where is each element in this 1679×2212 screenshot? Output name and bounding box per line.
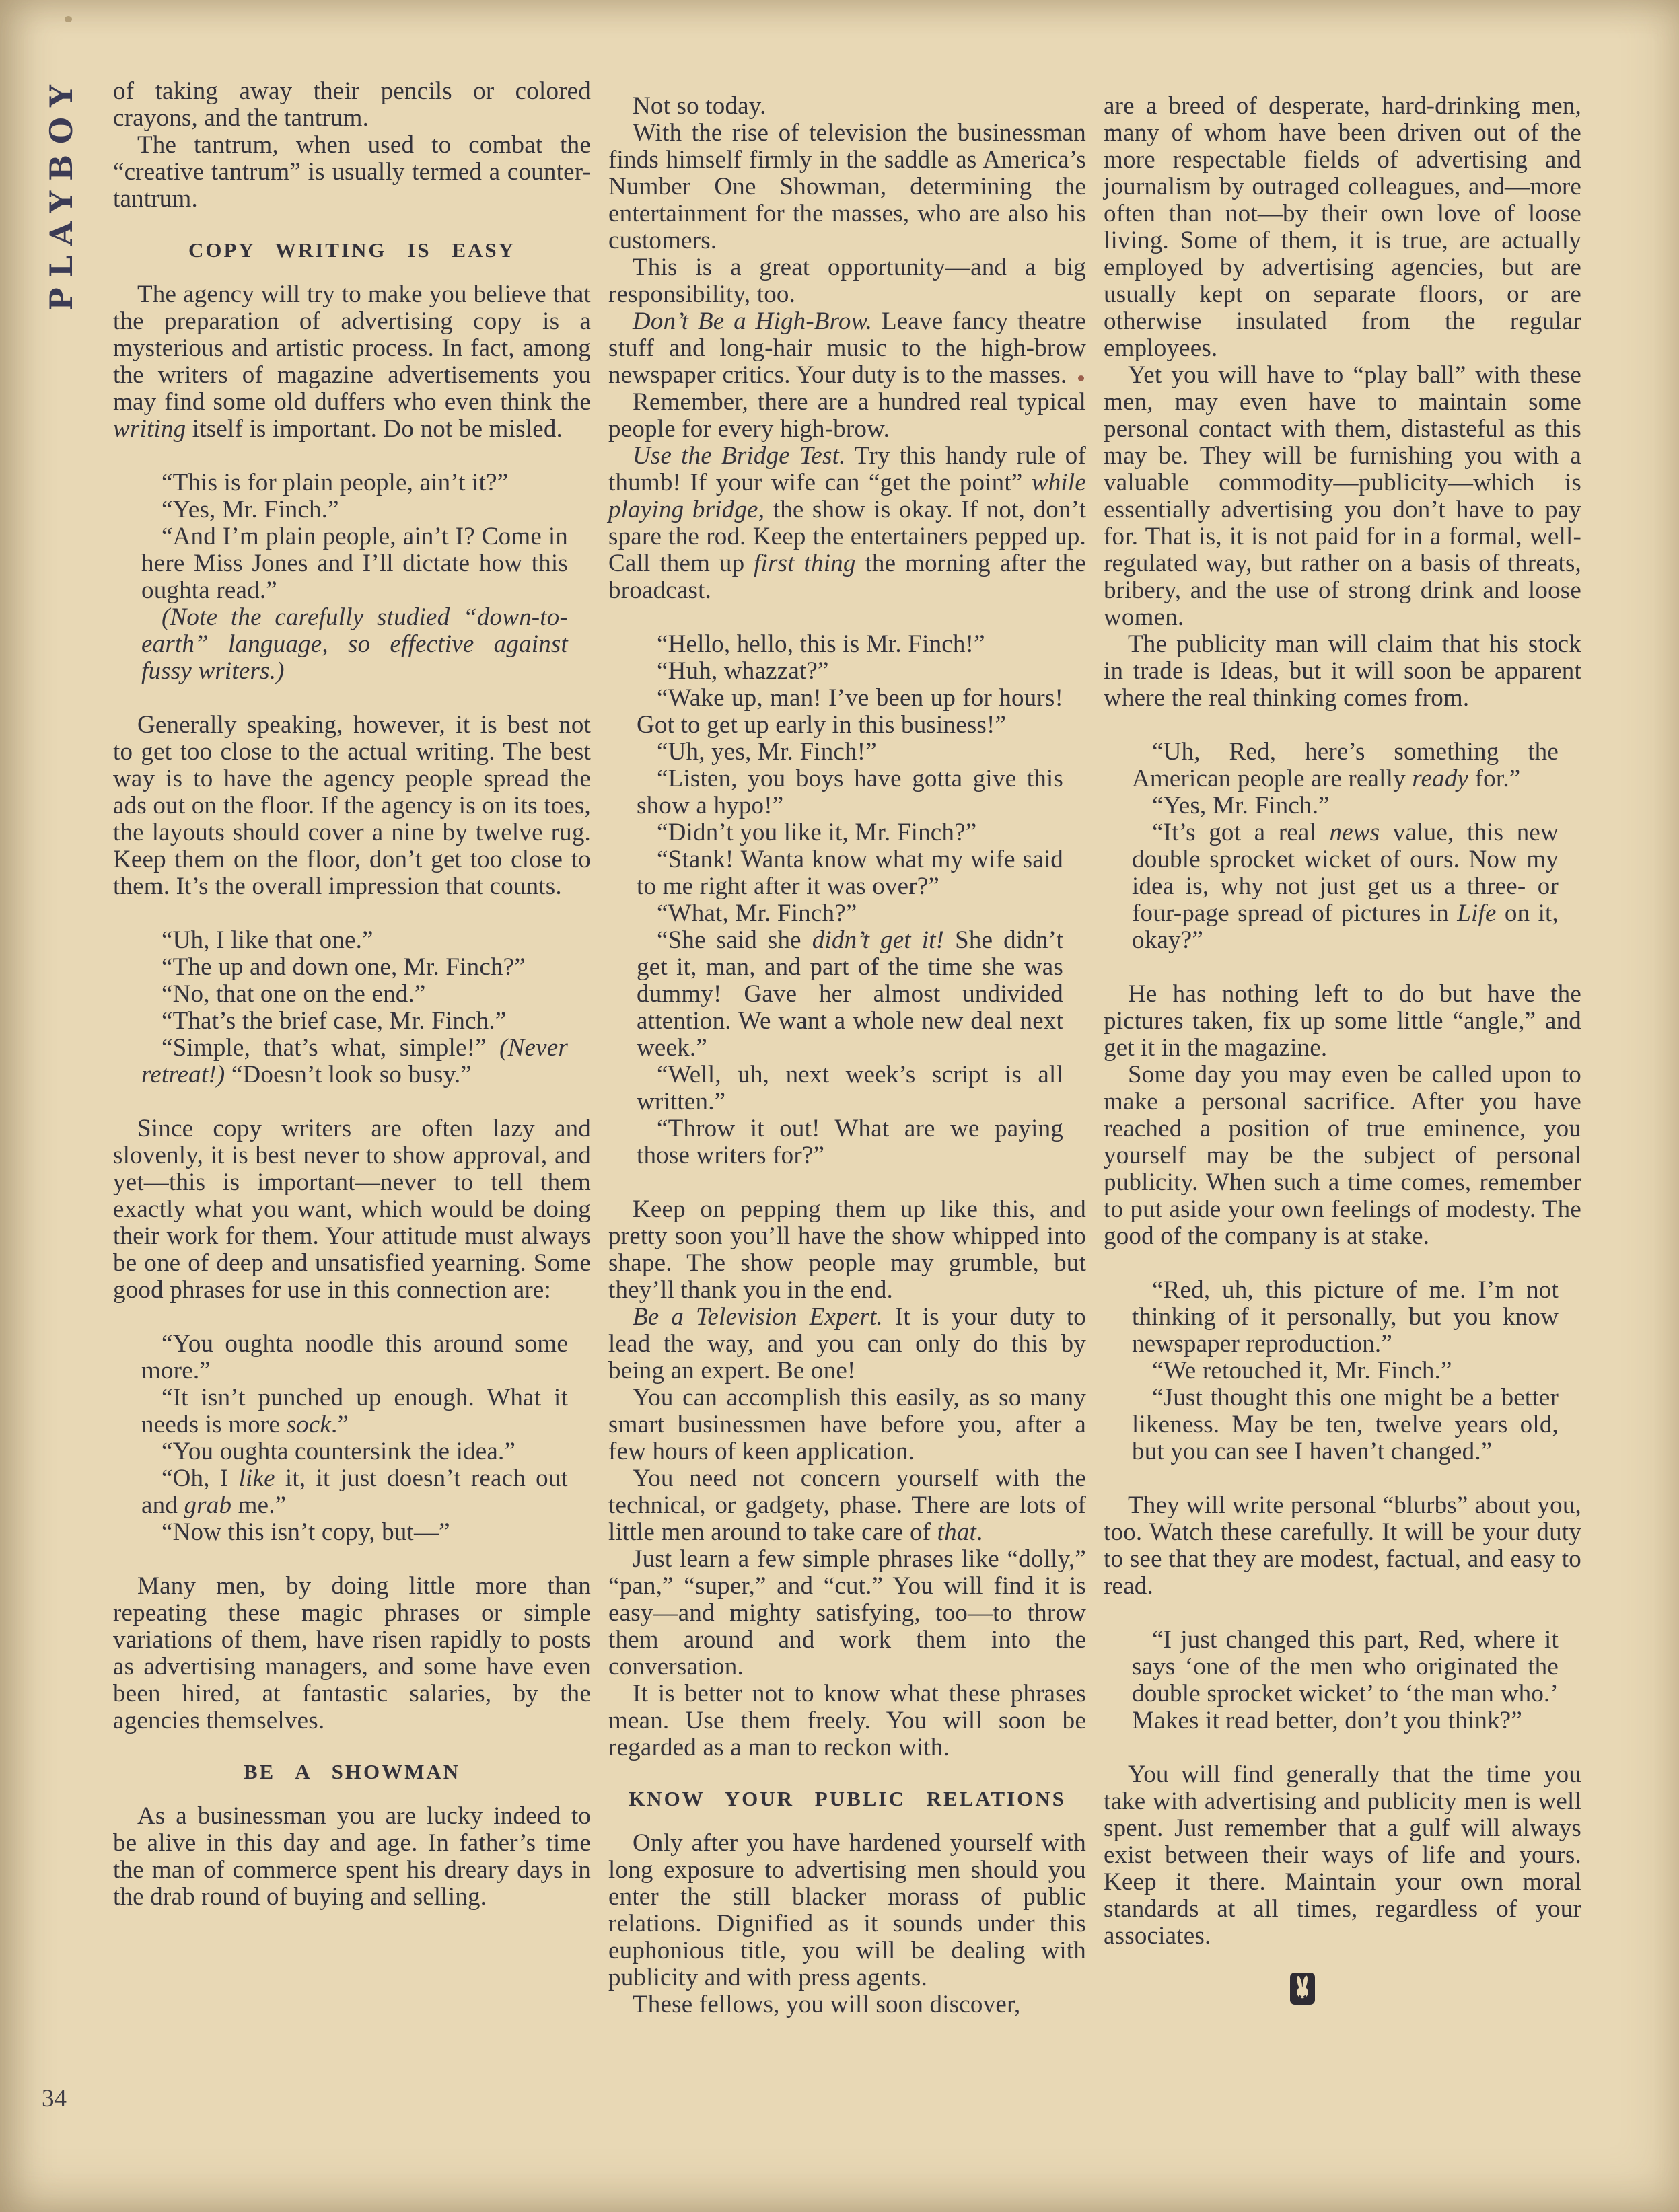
dialogue-paragraph: “Uh, I like that one.” — [162, 926, 373, 954]
body-paragraph: Only after you have hardened yourself with long exposure to advertising men should you enter the still blacker morass of public relations. Dignified as it sounds under this euphonious title, you will be dealing with publicity and with press agents. — [608, 1829, 1086, 1991]
dialogue-paragraph: “Uh, Red, here’s something the American people are really ready for.” — [1132, 738, 1559, 792]
body-paragraph: It is better not to know what these phrases mean. Use them freely. You will soon be regarded as a man to reckon with. — [608, 1680, 1086, 1761]
dialogue-paragraph: “She said she didn’t get it! She didn’t get it, man, and part of the time she was dummy! Gave her almost undivided attention. We want a whole new deal next week.” — [637, 926, 1063, 1062]
dialogue-paragraph: “No, that one on the end.” — [162, 980, 426, 1008]
paper-speck — [65, 16, 72, 22]
body-paragraph: These fellows, you will soon discover, — [633, 1991, 1021, 2018]
body-paragraph: Use the Bridge Test. Try this handy rule of thumb! If your wife can “get the point” while playing bridge, the show is okay. If not, don’t spare the rod. Keep the entertainers pepped up. Call them up first thing the morning after the broadcast. — [608, 442, 1087, 604]
dialogue-paragraph: “The up and down one, Mr. Finch?” — [162, 953, 526, 981]
playboy-bunny-endmark — [1290, 1973, 1315, 2005]
dialogue-paragraph: “It isn’t punched up enough. What it needs is more sock.” — [141, 1384, 568, 1438]
dialogue-paragraph: “Stank! Wanta know what my wife said to me right after it was over?” — [637, 846, 1063, 900]
body-paragraph: You will find generally that the time you take with advertising and publicity men is well spent. Just remember that a gulf will always exist between their ways of life and yours. Keep it there. Maintain your own moral standards at all times, regardless of your associates. — [1104, 1761, 1581, 1950]
dialogue-paragraph: “Oh, I like it, it just doesn’t reach out and grab me.” — [141, 1465, 568, 1519]
dialogue-paragraph: “Yes, Mr. Finch.” — [162, 496, 339, 523]
body-paragraph: of taking away their pencils or colored crayons, and the tantrum. — [113, 77, 591, 132]
body-paragraph: Just learn a few simple phrases like “dolly,” “pan,” “super,” and “cut.” You will find it is easy—and mighty satisfying, too—to throw them around and work them into the conversation. — [608, 1545, 1086, 1681]
dialogue-paragraph: “Listen, you boys have gotta give this show a hypo!” — [637, 765, 1063, 819]
body-paragraph: Keep on pepping them up like this, and pretty soon you’ll have the show whipped into shape. The show people may grumble, but they’ll thank you in the end. — [608, 1195, 1086, 1304]
dialogue-paragraph: “I just changed this part, Red, where it says ‘one of the men who originated the double sprocket wicket’ to ‘the man who.’ Makes it read better, don’t you think?” — [1132, 1626, 1559, 1734]
column-left — [113, 78, 591, 2018]
body-paragraph: The agency will try to make you believe that the preparation of advertising copy is a mysterious and artistic process. In fact, among the writers of magazine advertisements you may find some old duffers who even think the writing itself is important. Do not be misled. — [113, 281, 591, 443]
body-paragraph: Some day you may even be called upon to make a personal sacrifice. After you have reached a position of true eminence, you yourself may be the subject of personal publicity. When such a time comes, remember to put aside your own feelings of modesty. The good of the company is at stake. — [1104, 1061, 1581, 1250]
magazine-title-vertical — [43, 75, 79, 311]
section-heading: KNOW YOUR PUBLIC RELATIONS — [629, 1787, 1066, 1810]
dialogue-paragraph: (Note the carefully studied “down-to-earth” language, so effective against fussy writers.) — [141, 603, 568, 685]
print-artifact-dot — [1078, 375, 1084, 381]
dialogue-paragraph: “Just thought this one might be a better likeness. May be ten, twelve years old, but you can see I haven’t changed.” — [1132, 1384, 1559, 1465]
body-paragraph: are a breed of desperate, hard-drinking men, many of whom have been driven out of the more respectable fields of advertising and journalism by outraged colleagues, and—more often than not—by their own love of loose living. Some of them, it is true, are actually employed by advertising agencies, but are usually kept on separate floors, or are otherwise insulated from the regular employees. — [1104, 92, 1581, 362]
body-paragraph: The publicity man will claim that his stock in trade is Ideas, but it will soon be apparent where the real thinking comes from. — [1104, 630, 1581, 712]
body-paragraph: Don’t Be a High-Brow. Leave fancy theatre stuff and long-hair music to the high-brow newspaper critics. Your duty is to the masses. — [608, 307, 1087, 389]
dialogue-paragraph: “Red, uh, this picture of me. I’m not thinking of it personally, but you know newspaper reproduction.” — [1132, 1276, 1559, 1358]
body-paragraph: Yet you will have to “play ball” with these men, may even have to maintain some personal contact with them, distasteful as this may be. They will be furnishing you with a valuable commodity—publicity—which is essentially advertising you don’t have to pay for. That is, it is not paid for in a formal, well-regulated way, but rather on a basis of threats, bribery, and the use of strong drink and loose women. — [1104, 361, 1581, 631]
dialogue-paragraph: “You oughta noodle this around some more.” — [141, 1330, 568, 1385]
body-paragraph: The tantrum, when used to combat the “creative tantrum” is usually termed a counter-tantrum. — [113, 131, 591, 213]
body-paragraph: Be a Television Expert. It is your duty to lead the way, and you can only do this by being an expert. Be one! — [608, 1303, 1087, 1385]
body-paragraph: Since copy writers are often lazy and slovenly, it is best never to show approval, and yet—this is important—never to tell them exactly what you want, which would be doing their work for them. Your attitude must always be one of deep and unsatisfied yearning. Some good phrases for use in this connection are: — [113, 1115, 591, 1304]
dialogue-paragraph: “Simple, that’s what, simple!” (Never retreat!) “Doesn’t look so busy.” — [141, 1034, 568, 1089]
section-heading: BE A SHOWMAN — [243, 1760, 461, 1783]
dialogue-paragraph: “Uh, yes, Mr. Finch!” — [657, 738, 877, 766]
body-paragraph: This is a great opportunity—and a big responsibility, too. — [608, 254, 1086, 308]
column-right — [1104, 78, 1581, 2018]
dialogue-paragraph: “Didn’t you like it, Mr. Finch?” — [657, 819, 977, 846]
dialogue-paragraph: “Wake up, man! I’ve been up for hours! Got to get up early in this business!” — [637, 684, 1063, 739]
body-paragraph: As a businessman you are lucky indeed to be alive in this day and age. In father’s time the man of commerce spent his dreary days in the drab round of buying and selling. — [113, 1802, 591, 1911]
dialogue-paragraph: “Throw it out! What are we paying those writers for?” — [637, 1115, 1063, 1169]
body-paragraph: They will write personal “blurbs” about you, too. Watch these carefully. It will be your duty to see that they are modest, factual, and easy to read. — [1104, 1491, 1581, 1600]
dialogue-paragraph: “This is for plain people, ain’t it?” — [162, 469, 509, 496]
dialogue-paragraph: “Huh, whazzat?” — [657, 657, 829, 685]
article-body — [113, 78, 1581, 2018]
body-paragraph: Not so today. — [633, 92, 766, 120]
column-center — [608, 78, 1086, 2018]
body-paragraph: Remember, there are a hundred real typical people for every high-brow. — [608, 388, 1086, 443]
dialogue-paragraph: “What, Mr. Finch?” — [657, 899, 857, 927]
body-paragraph: Many men, by doing little more than repeating these magic phrases or simple variations of them, have risen rapidly to posts as advertising managers, and some have even been hired, at fantastic salaries, by the agencies themselves. — [113, 1572, 591, 1734]
dialogue-paragraph: “And I’m plain people, ain’t I? Come in here Miss Jones and I’ll dictate how this oughta read.” — [141, 523, 568, 604]
section-heading: COPY WRITING IS EASY — [188, 238, 516, 262]
dialogue-paragraph: “Hello, hello, this is Mr. Finch!” — [657, 630, 985, 658]
dialogue-paragraph: “That’s the brief case, Mr. Finch.” — [162, 1007, 507, 1035]
dialogue-paragraph: “Well, uh, next week’s script is all written.” — [637, 1061, 1063, 1115]
body-paragraph: You can accomplish this easily, as so many smart businessmen have before you, after a few hours of keen application. — [608, 1384, 1086, 1465]
playboy-bunny-icon — [1290, 1973, 1315, 2005]
dialogue-paragraph: “It’s got a real news value, this new double sprocket wicket of ours. Now my idea is, why not just get us a three- or four-page spread of pictures in Life on it, okay?” — [1132, 819, 1559, 954]
body-paragraph: Generally speaking, however, it is best not to get too close to the actual writing. The best way is to have the agency people spread the ads out on the floor. If the agency is on its toes, the layouts should cover a nine by twelve rug. Keep them on the floor, don’t get too close to them. It’s the overall impression that counts. — [113, 711, 591, 900]
body-paragraph: You need not concern yourself with the technical, or gadgety, phase. There are lots of little men around to take care of that. — [608, 1465, 1086, 1546]
body-paragraph: With the rise of television the businessman finds himself firmly in the saddle as America’s Number One Showman, determining the entertainment for the masses, who are also his customers. — [608, 119, 1086, 254]
body-paragraph: He has nothing left to do but have the pictures taken, fix up some little “angle,” and get it in the magazine. — [1104, 980, 1581, 1062]
dialogue-paragraph: “We retouched it, Mr. Finch.” — [1152, 1357, 1452, 1385]
magazine-title-text: PLAYBOY — [43, 75, 79, 311]
page-number: 34 — [42, 2085, 67, 2112]
dialogue-paragraph: “Now this isn’t copy, but—” — [162, 1518, 450, 1546]
dialogue-paragraph: “You oughta countersink the idea.” — [162, 1438, 516, 1465]
dialogue-paragraph: “Yes, Mr. Finch.” — [1152, 792, 1330, 819]
